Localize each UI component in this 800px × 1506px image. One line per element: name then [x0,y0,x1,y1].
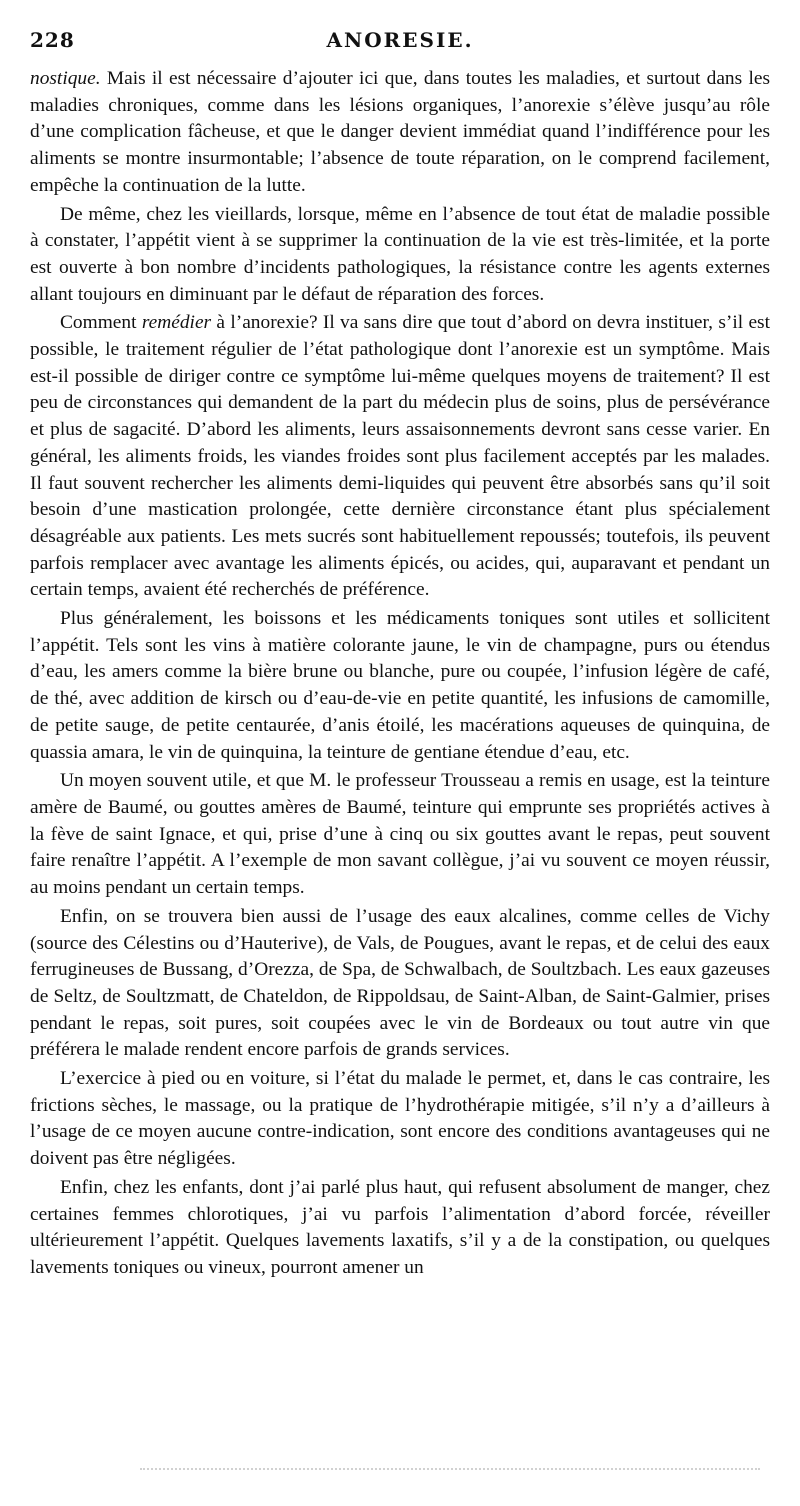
paragraph-7: L’exercice à pied ou en voiture, si l’état du malade le permet, et, dans le cas contraire, les frictions sèches, le massage, ou la pratique de l’hydrothérapie mitigée, s’il n’y a d’ailleurs à l’usage de ce moyen aucune contre-indication, sont encore des conditions avantageuses qui ne doivent pas être négligées. [30,1068,770,1170]
running-head: ANORESIE. [326,28,474,52]
paragraph-5: Un moyen souvent utile, et que M. le professeur Trousseau a remis en usage, est la teinture amère de Baumé, ou gouttes amères de Baumé, teinture qui emprunte ses propriétés actives à la fève de saint Ignace, et qui, prise d’une à cinq ou six gouttes avant le repas, peut souvent faire renaître l’appétit. A l’exemple de mon savant collègue, j’ai vu souvent ce moyen réussir, au moins pendant un certain temps. [30,770,770,899]
page-header [30,28,770,54]
paragraph-3-post: à l’anorexie? Il va sans dire que tout d’abord on devra instituer, s’il est possible, le traitement régulier de l’état pathologique dont l’anorexie est un symptôme. Mais est-il possible de diriger contre ce symptôme lui-même quelques moyens de traitement? Il est peu de circonstances qui demandent de la part du médecin plus de soins, plus de persévérance et plus de sagacité. D’abord les aliments, leurs assaisonnements devront sans cesse varier. En général, les aliments froids, les viandes froides sont plus facilement acceptés par les malades. Il faut souvent rechercher les aliments demi-liquides qui peuvent être absorbés sans qu’il soit besoin d’une mastication prolongée, cette dernière circonstance étant plus spécialement désagréable aux patients. Les mets sucrés sont habituellement repoussés; toutefois, ils peuvent parfois remplacer avec avantage les aliments épicés, ou acides, qui, auparavant et pendant un certain temps, avaient été recherchés de préférence. [30,312,770,601]
paragraph-6: Enfin, on se trouvera bien aussi de l’usage des eaux alcalines, comme celles de Vichy (source des Célestins ou d’Hauterive), de Vals, de Pougues, avant le repas, et de celui des eaux ferrugineuses de Bussang, d’Orezza, de Spa, de Schwalbach, de Soultzbach. Les eaux gazeuses de Seltz, de Soultzmatt, de Chateldon, de Rippoldsau, de Saint-Alban, de Saint-Galmier, prises pendant le repas, soit pures, soit coupées avec le vin de Bordeaux ou tout autre vin que préférera le malade rendent encore parfois de grands services. [30,905,770,1061]
scan-artifact-line [140,1468,760,1473]
paragraph-4: Plus généralement, les boissons et les médicaments toniques sont utiles et sollicitent l’appétit. Tels sont les vins à matière colorante jaune, le vin de champagne, purs ou étendus d’eau, les amers comme la bière brune ou blanche, pure ou coupée, l’infusion légère de café, de thé, avec addition de kirsch ou d’eau-de-vie en petite quantité, les infusions de camomille, de petite sauge, de petite centaurée, d’anis étoilé, les macérations aqueuses de quinquina, de quassia amara, le vin de quinquina, la teinture de gentiane étendue d’eau, etc. [30,608,770,763]
paragraph-2: De même, chez les vieillards, lorsque, même en l’absence de tout état de maladie possible à constater, l’appétit vient à se supprimer la continuation de la vie est très-limitée, et la porte est ouverte à bon nombre d’incidents pathologiques, la résistance contre les agents externes allant toujours en diminuant par le défaut de réparation des forces. [30,203,770,305]
paragraph-1-text: Mais il est nécessaire d’ajouter ici que, dans toutes les maladies, et surtout dans les maladies chroniques, comme dans les lésions organiques, l’anorexie s’élève jusqu’au rôle d’une complication fâcheuse, et que le danger devient immédiat quand l’indifférence pour les aliments se montre insurmontable; l’absence de toute réparation, on le comprend facilement, empêche la continuation de la lutte. [30,68,770,196]
paragraph-1-lead-italic: nostique. [30,68,101,89]
paragraph-3-pre: Comment [60,312,142,334]
paragraph-3-italic: remédier [141,312,212,334]
body-text [30,66,770,1282]
paragraph-3 [30,310,770,604]
paragraph-8: Enfin, chez les enfants, dont j’ai parlé plus haut, qui refusent absolument de manger, chez certaines femmes chlorotiques, j’ai vu parfois l’alimentation d’abord forcée, réveiller ultérieurement l’appétit. Quelques lavements laxatifs, s’il y a de la constipation, ou quelques lavements toniques ou vineux, pourront amener un [30,1176,770,1278]
page-number: 228 [30,28,75,52]
paragraph-1 [30,66,770,200]
